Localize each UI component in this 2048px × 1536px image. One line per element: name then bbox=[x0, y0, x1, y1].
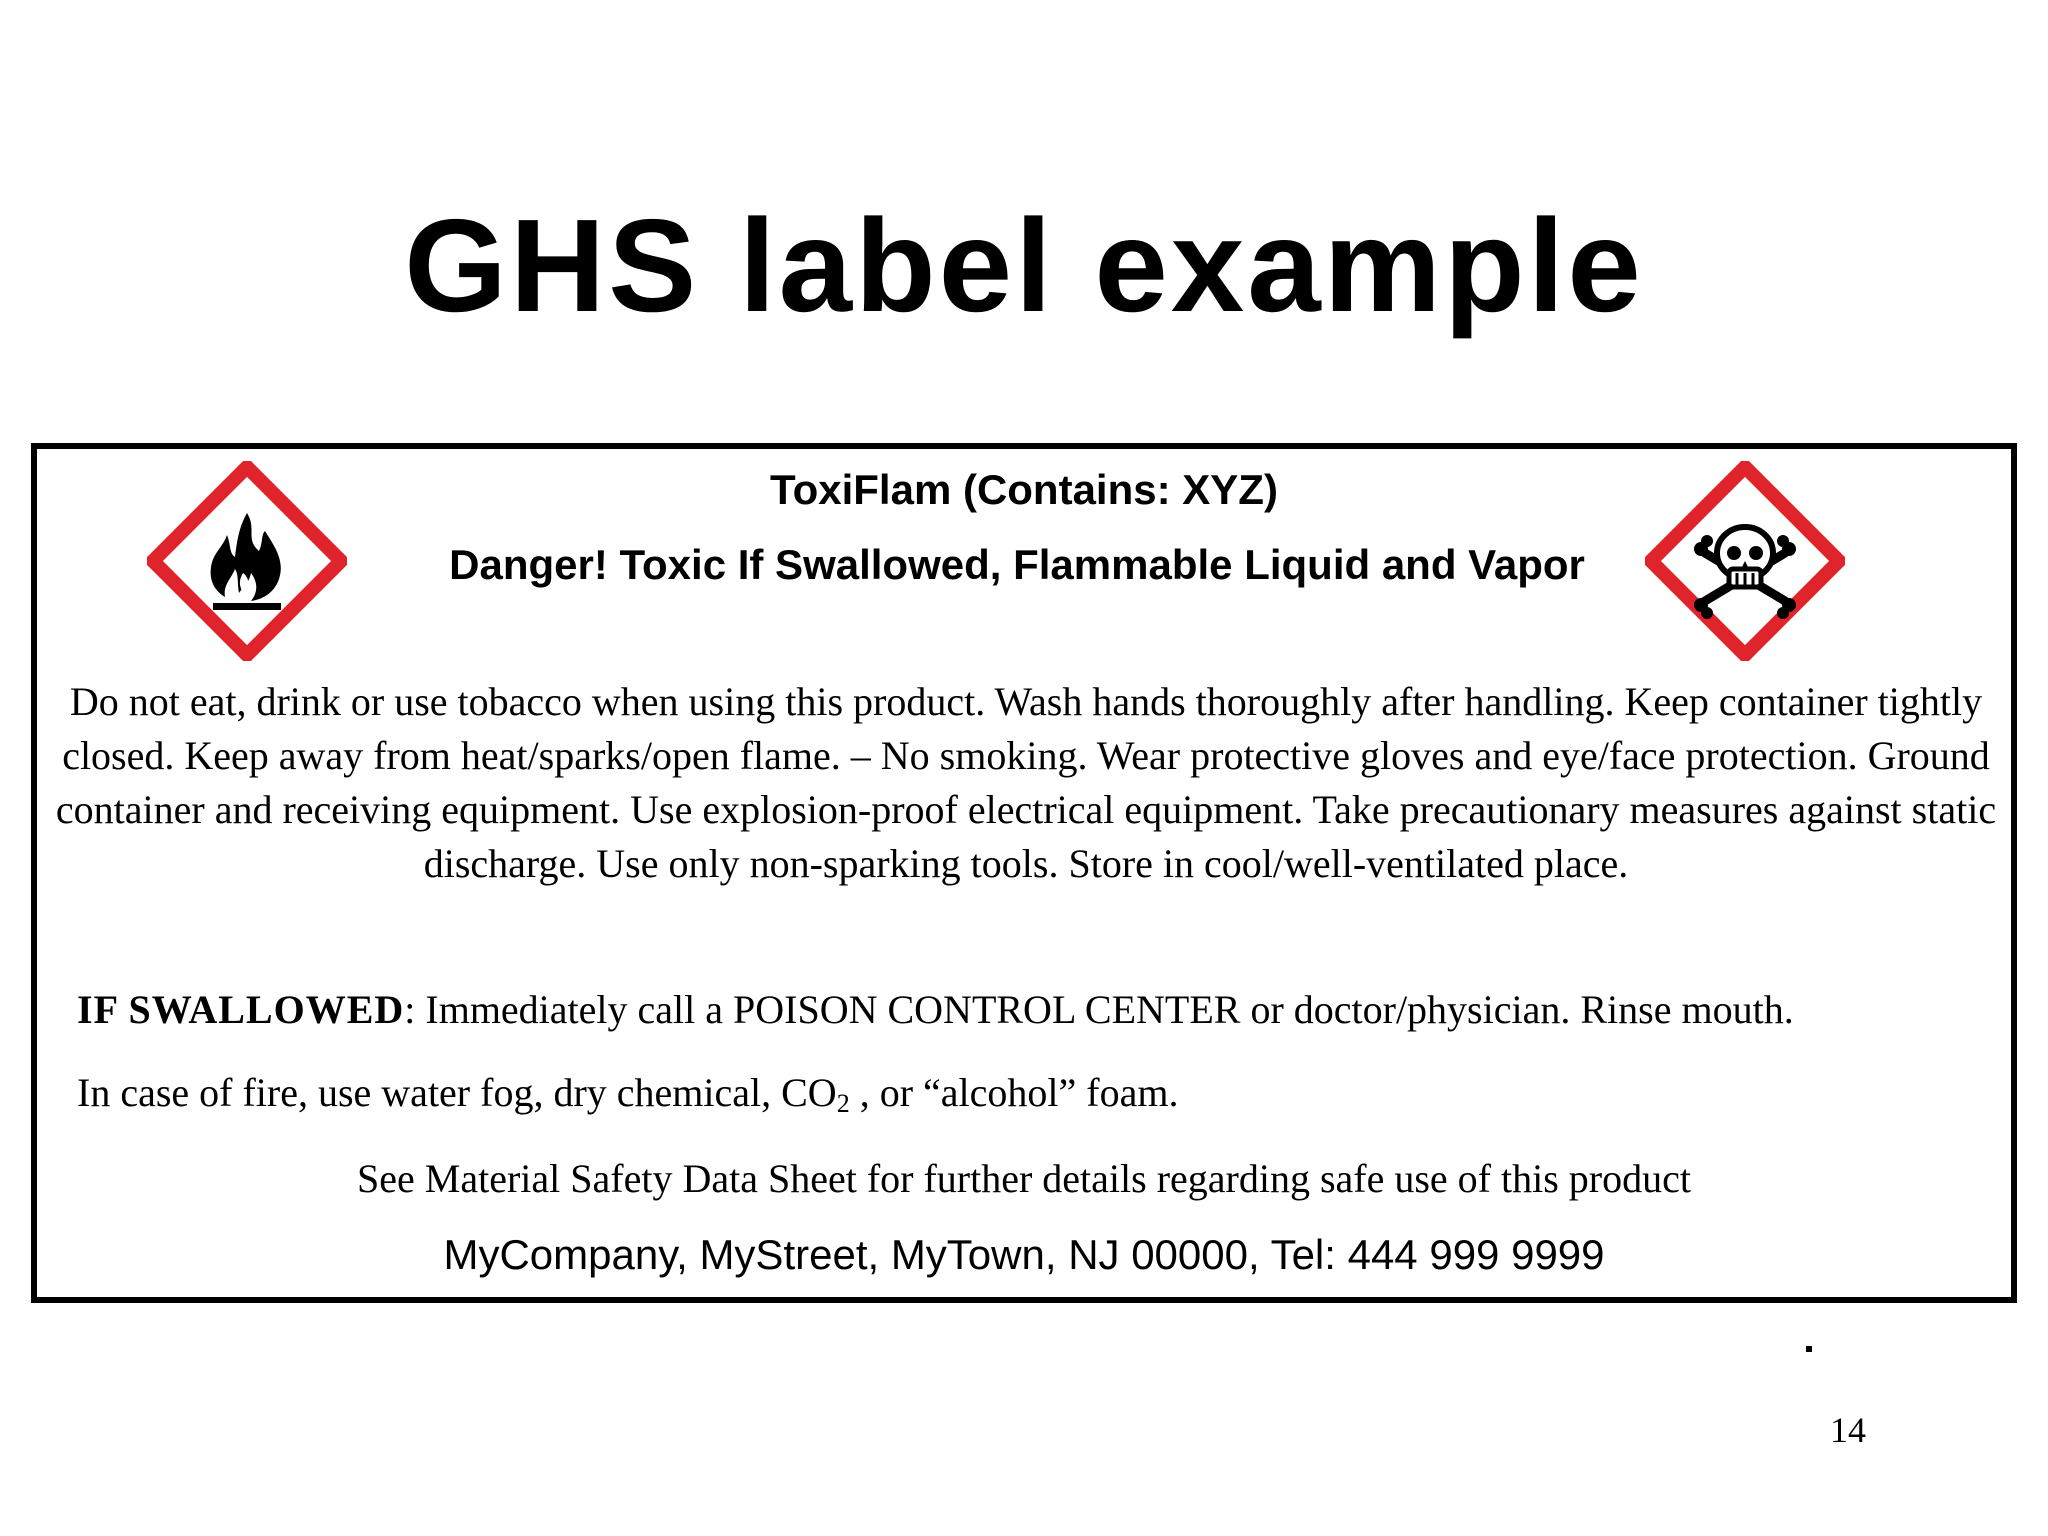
slide-title: GHS label example bbox=[404, 192, 1644, 339]
first-aid-text: : Immediately call a POISON CONTROL CENTER or doctor/physician. Rinse mouth. bbox=[404, 987, 1794, 1032]
fire-statement bbox=[77, 1069, 1977, 1119]
first-aid-heading: IF SWALLOWED bbox=[77, 987, 405, 1032]
precautionary-statements: Do not eat, drink or use tobacco when using this product. Wash hands thoroughly after handling. Keep container tightly closed. Keep away from heat/sparks/open flame. – No smoking. Wear protective gloves and eye/face protection. Ground container and receiving equipment. Use explosion-proof electrical equipment. Take precautionary measures against static discharge. Use only non-sparking tools. Store in cool/well-ventilated place. bbox=[55, 679, 1997, 886]
product-identifier: ToxiFlam (Contains: XYZ) bbox=[770, 466, 1278, 513]
supplier-info: MyCompany, MyStreet, MyTown, NJ 00000, Tel: 444 999 9999 bbox=[443, 1231, 1605, 1278]
signal-word-hazard-statement: Danger! Toxic If Swallowed, Flammable Liquid and Vapor bbox=[449, 541, 1585, 588]
fire-text-before: In case of fire, use water fog, dry chemical, CO bbox=[77, 1070, 837, 1115]
msds-note: See Material Safety Data Sheet for further details regarding safe use of this product bbox=[357, 1156, 1691, 1201]
stray-dot bbox=[1806, 1346, 1812, 1352]
fire-text-after: , or “alcohol” foam. bbox=[849, 1070, 1179, 1115]
page-number: 14 bbox=[1830, 1410, 1866, 1450]
fire-subscript: 2 bbox=[836, 1089, 850, 1118]
ghs-label bbox=[31, 443, 2017, 1303]
first-aid-statement bbox=[77, 986, 2007, 1034]
